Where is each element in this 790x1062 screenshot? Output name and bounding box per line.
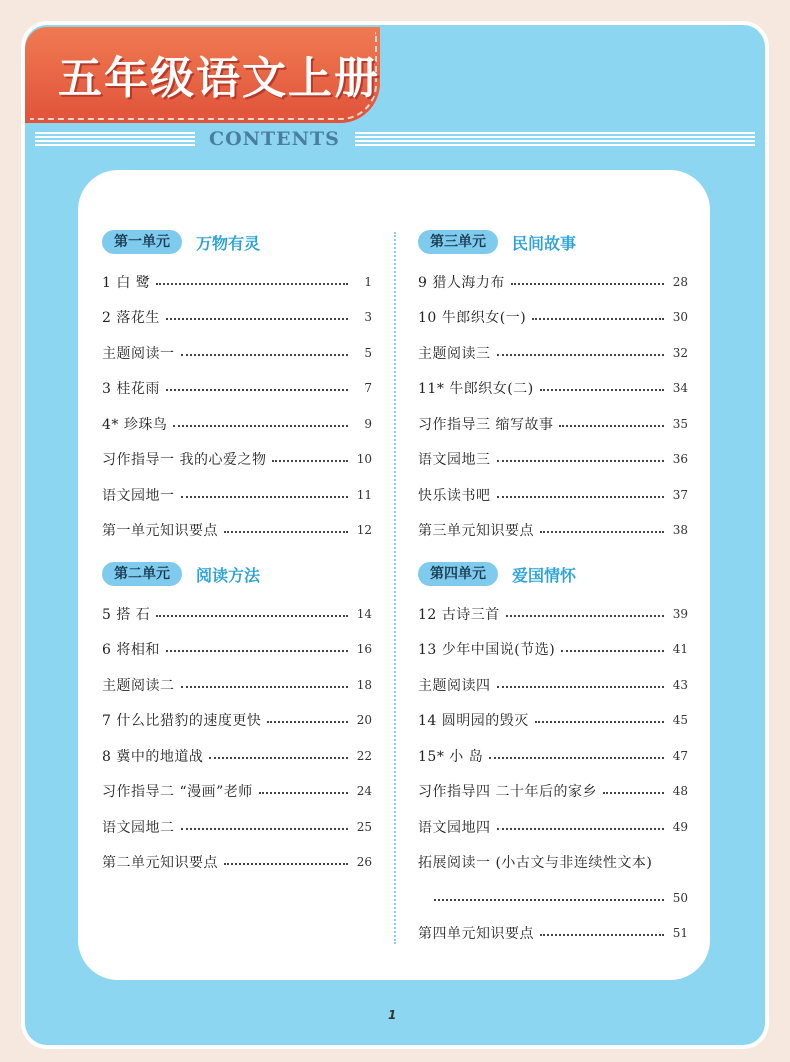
unit-name: 民间故事 <box>512 233 577 253</box>
unit-header <box>102 228 372 256</box>
dot-leader <box>497 686 665 688</box>
toc-entry-title: 第二单元知识要点 <box>102 855 218 872</box>
dot-leader <box>540 389 664 391</box>
toc-entry[interactable] <box>102 406 372 442</box>
toc-entry[interactable] <box>418 632 688 668</box>
toc-entry-title: 2 落花生 <box>102 310 160 327</box>
unit-name: 阅读方法 <box>196 565 261 585</box>
toc-entry-title: 7 什么比猎豹的速度更快 <box>102 713 262 730</box>
dot-leader <box>434 899 664 901</box>
unit-badge: 第三单元 <box>418 230 498 254</box>
dot-leader <box>156 615 348 617</box>
toc-entry-title: 第三单元知识要点 <box>418 523 534 540</box>
toc-entry-page: 1 <box>364 274 372 289</box>
toc-entry-page: 10 <box>356 452 372 467</box>
toc-entry-title: 1 白 鹭 <box>102 274 151 291</box>
toc-entry-title: 6 将相和 <box>102 642 160 659</box>
toc-entry-page: 49 <box>672 819 688 834</box>
unit-name: 万物有灵 <box>196 233 261 253</box>
toc-entry[interactable] <box>418 596 688 632</box>
toc-entry-page: 47 <box>672 748 688 763</box>
dot-leader <box>540 531 664 533</box>
toc-entry[interactable] <box>102 300 372 336</box>
toc-entry-page: 38 <box>672 523 688 538</box>
toc-entry-page: 16 <box>356 642 372 657</box>
toc-entry-title: 习作指导三 缩写故事 <box>418 416 554 433</box>
dot-leader <box>209 757 348 759</box>
toc-entry-page: 7 <box>364 381 372 396</box>
toc-entry[interactable] <box>418 738 688 774</box>
toc-entry-page: 14 <box>356 606 372 621</box>
dot-leader <box>489 757 664 759</box>
toc-entry-page: 5 <box>364 345 372 360</box>
toc-entry-title: 语文园地二 <box>102 819 175 836</box>
toc-entry-title: 主题阅读三 <box>418 345 491 362</box>
toc-left-column <box>102 228 372 880</box>
toc-entry[interactable] <box>418 371 688 407</box>
dot-leader <box>559 425 664 427</box>
toc-entry-title: 10 牛郎织女(一) <box>418 310 527 327</box>
toc-entry-title: 主题阅读一 <box>102 345 175 362</box>
toc-entry-page: 22 <box>356 748 372 763</box>
toc-entry-page: 50 <box>672 890 688 905</box>
toc-entry-title: 15* 小 岛 <box>418 748 484 765</box>
dot-leader <box>506 615 664 617</box>
toc-entry[interactable] <box>102 513 372 549</box>
toc-entry-page: 36 <box>672 452 688 467</box>
dot-leader <box>156 283 348 285</box>
toc-entry[interactable] <box>102 774 372 810</box>
toc-entry[interactable] <box>102 809 372 845</box>
toc-entry-title: 主题阅读四 <box>418 677 491 694</box>
toc-entry[interactable] <box>418 335 688 371</box>
toc-entry[interactable] <box>102 632 372 668</box>
toc-entry-title: 语文园地四 <box>418 819 491 836</box>
toc-entry-title: 拓展阅读一 (小古文与非连续性文本) <box>418 855 653 872</box>
page-number: 1 <box>388 1008 397 1022</box>
toc-entry-page: 30 <box>672 310 688 325</box>
toc-entry-page: 28 <box>672 274 688 289</box>
dot-leader <box>532 318 664 320</box>
dot-leader <box>561 650 664 652</box>
toc-entry-title: 主题阅读二 <box>102 677 175 694</box>
dot-leader <box>181 828 349 830</box>
unit-badge: 第一单元 <box>102 230 182 254</box>
dot-leader <box>259 792 348 794</box>
toc-entry-title: 14 圆明园的毁灭 <box>418 713 529 730</box>
dot-leader <box>181 496 349 498</box>
toc-entry-page: 45 <box>672 713 688 728</box>
toc-entry-title: 13 少年中国说(节选) <box>418 642 556 659</box>
unit-name: 爱国情怀 <box>512 565 577 585</box>
toc-entry-page: 39 <box>672 606 688 621</box>
toc-entry-page: 41 <box>672 642 688 657</box>
dot-leader <box>603 792 664 794</box>
toc-entry-title: 快乐读书吧 <box>418 487 491 504</box>
dot-leader <box>540 934 664 936</box>
unit-header <box>418 560 688 588</box>
toc-entry-title: 5 搭 石 <box>102 606 151 623</box>
dot-leader <box>535 721 664 723</box>
toc-entry-page: 24 <box>356 784 372 799</box>
dot-leader <box>166 318 348 320</box>
toc-entry[interactable] <box>418 774 688 810</box>
dot-leader <box>497 828 665 830</box>
toc-entry-title: 3 桂花雨 <box>102 381 160 398</box>
toc-entry[interactable] <box>102 596 372 632</box>
toc-entry[interactable] <box>102 335 372 371</box>
toc-entry-title: 语文园地三 <box>418 452 491 469</box>
unit-badge: 第二单元 <box>102 562 182 586</box>
toc-entry-title: 习作指导二 “漫画”老师 <box>102 784 253 801</box>
toc-entry[interactable] <box>102 477 372 513</box>
toc-entry[interactable] <box>102 845 372 881</box>
toc-entry-title: 9 猎人海力布 <box>418 274 505 291</box>
toc-entry[interactable] <box>102 703 372 739</box>
dot-leader <box>166 389 348 391</box>
toc-entry-title: 习作指导一 我的心爱之物 <box>102 452 267 469</box>
toc-entry-page: 34 <box>672 381 688 396</box>
toc-entry[interactable] <box>102 667 372 703</box>
toc-entry-page: 3 <box>364 310 372 325</box>
toc-entry-page: 35 <box>672 416 688 431</box>
toc-entry-page: 51 <box>672 926 688 941</box>
toc-entry-title: 11* 牛郎织女(二) <box>418 381 534 398</box>
toc-entry-title: 8 冀中的地道战 <box>102 748 204 765</box>
toc-right-column <box>418 228 688 951</box>
toc-entry-title: 语文园地一 <box>102 487 175 504</box>
toc-entry-page: 9 <box>364 416 372 431</box>
contents-header <box>25 128 765 150</box>
dot-leader <box>166 650 348 652</box>
dot-leader <box>224 863 348 865</box>
toc-entry[interactable] <box>418 880 688 916</box>
stripes-left <box>35 132 195 146</box>
dot-leader <box>181 686 349 688</box>
toc-entry-title: 习作指导四 二十年后的家乡 <box>418 784 597 801</box>
toc-entry-page: 18 <box>356 677 372 692</box>
toc-entry-page: 48 <box>672 784 688 799</box>
toc-entry[interactable] <box>418 264 688 300</box>
unit-header <box>418 228 688 256</box>
toc-entry-page: 26 <box>356 855 372 870</box>
toc-entry[interactable] <box>418 667 688 703</box>
dot-leader <box>511 283 664 285</box>
toc-entry[interactable] <box>418 300 688 336</box>
dot-leader <box>272 460 348 462</box>
toc-entry-page: 11 <box>356 487 372 502</box>
toc-entry-title: 4* 珍珠鸟 <box>102 416 168 433</box>
toc-entry[interactable] <box>102 371 372 407</box>
toc-entry[interactable] <box>418 809 688 845</box>
contents-label: CONTENTS <box>203 128 346 150</box>
toc-entry-page: 20 <box>356 713 372 728</box>
toc-entry-title: 第一单元知识要点 <box>102 523 218 540</box>
unit-header <box>102 560 372 588</box>
dot-leader <box>497 460 665 462</box>
page-title: 五年级语文上册 <box>58 53 380 104</box>
toc-entry[interactable] <box>418 406 688 442</box>
dot-leader <box>181 354 349 356</box>
stripes-right <box>355 132 755 146</box>
dot-leader <box>224 531 348 533</box>
dot-leader <box>497 354 665 356</box>
dot-leader <box>267 721 348 723</box>
toc-entry[interactable] <box>102 442 372 478</box>
unit-badge: 第四单元 <box>418 562 498 586</box>
toc-entry-page: 43 <box>672 677 688 692</box>
toc-entry-page: 12 <box>356 523 372 538</box>
toc-entry-title: 第四单元知识要点 <box>418 926 534 943</box>
toc-entry[interactable] <box>102 738 372 774</box>
toc-entry-page: 32 <box>672 345 688 360</box>
dot-leader <box>173 425 348 427</box>
column-divider <box>394 232 396 944</box>
dot-leader <box>497 496 665 498</box>
toc-entry-title: 12 古诗三首 <box>418 606 500 623</box>
toc-entry[interactable] <box>418 477 688 513</box>
toc-entry[interactable] <box>418 916 688 952</box>
toc-entry[interactable] <box>418 703 688 739</box>
toc-entry[interactable] <box>418 845 688 881</box>
toc-entry[interactable] <box>418 442 688 478</box>
toc-entry-page: 37 <box>672 487 688 502</box>
toc-entry[interactable] <box>418 513 688 549</box>
toc-entry-page: 25 <box>356 819 372 834</box>
toc-entry[interactable] <box>102 264 372 300</box>
